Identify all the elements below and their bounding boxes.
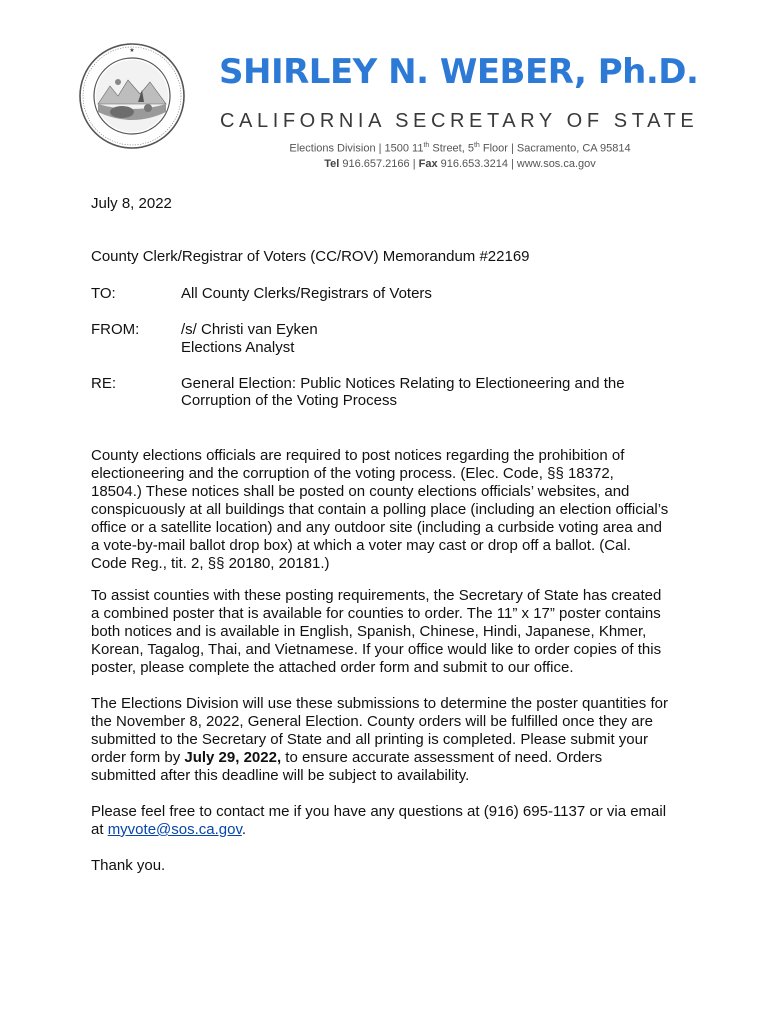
seal-lettering: ★ [129, 47, 135, 54]
paragraph-line: Please feel free to contact me if you have any questions at (916) 695-1137 or via email [91, 803, 667, 820]
paragraph-line: submitted to the Secretary of State and all printing is completed. Please submit your [91, 731, 648, 748]
re-label: RE: [91, 375, 117, 392]
paragraph-line: To assist counties with these posting requirements, the Secretary of State has created [91, 587, 662, 604]
deadline-pre: order form by [91, 749, 185, 766]
paragraph-4 [91, 803, 671, 839]
paragraph-line: a vote-by-mail ballot drop box) at which a voter may cast or drop off a ballot. (Cal. [91, 537, 631, 554]
letter-date: July 8, 2022 [91, 195, 172, 212]
paragraph-3 [91, 695, 671, 785]
office-phone-line [200, 158, 720, 170]
from-title: Elections Analyst [181, 339, 295, 356]
paragraph-line [91, 749, 671, 767]
from-name: /s/ Christi van Eyken [181, 321, 318, 338]
paragraph-line: both notices and is available in English, Spanish, Chinese, Hindi, Japanese, Khmer, [91, 623, 647, 640]
paragraph-line: conspicuously at all buildings that contain a polling place (including an election official’s [91, 501, 669, 518]
address-mid: Street, 5 [429, 142, 474, 155]
paragraph-line: Code Reg., tit. 2, §§ 20180, 20181.) [91, 555, 330, 572]
tel-number: 916.657.2166 | [339, 158, 419, 170]
from-label: FROM: [91, 321, 140, 338]
office-address [200, 142, 720, 155]
paragraph-line: County elections officials are required to post notices regarding the prohibition of [91, 447, 625, 464]
paragraph-line: office or a satellite location) and any outdoor site (including a curbside voting area and [91, 519, 662, 536]
email-link[interactable]: myvote@sos.ca.gov [107, 821, 242, 838]
paragraph-line: submitted after this deadline will be subject to availability. [91, 767, 470, 784]
paragraph-line [91, 821, 671, 839]
office-title: CALIFORNIA SECRETARY OF STATE [220, 110, 699, 132]
to-value: All County Clerks/Registrars of Voters [181, 285, 432, 302]
fax-and-website: 916.653.3214 | www.sos.ca.gov [437, 158, 596, 170]
re-subject-line-2: Corruption of the Voting Process [181, 392, 397, 409]
to-label: TO: [91, 285, 116, 302]
address-superscript-1: th [423, 142, 430, 149]
closing: Thank you. [91, 857, 166, 874]
paragraph-line: a combined poster that is available for counties to order. The 11” x 17” poster contains [91, 605, 661, 622]
address-suffix: Floor | Sacramento, CA 95814 [479, 142, 631, 155]
fax-label: Fax [418, 158, 438, 170]
memo-title: County Clerk/Registrar of Voters (CC/ROV) Memorandum #22169 [91, 248, 530, 265]
paragraph-line: electioneering and the corruption of the voting process. (Elec. Code, §§ 18372, [91, 465, 614, 482]
paragraph-line: the November 8, 2022, General Election. County orders will be fulfilled once they are [91, 713, 653, 730]
state-seal-icon [78, 42, 186, 150]
paragraph-line: The Elections Division will use these submissions to determine the poster quantities for [91, 695, 668, 712]
paragraph-line: poster, please complete the attached order form and submit to our office. [91, 659, 574, 676]
email-post: . [241, 821, 247, 838]
paragraph-1 [91, 447, 671, 573]
paragraph-line: Korean, Tagalog, Thai, and Vietnamese. If your office would like to order copies of this [91, 641, 662, 658]
re-subject-line-1: General Election: Public Notices Relating to Electioneering and the [181, 375, 625, 392]
paragraph-2 [91, 587, 671, 677]
paragraph-line: 18504.) These notices shall be posted on county elections officials’ websites, and [91, 483, 630, 500]
address-prefix: Elections Division | 1500 11 [289, 142, 424, 155]
tel-label: Tel [324, 158, 340, 170]
email-pre: at [91, 821, 108, 838]
officer-name: SHIRLEY N. WEBER, Ph.D. [219, 52, 699, 92]
address-superscript-2: th [473, 142, 480, 149]
deadline-post: to ensure accurate assessment of need. Orders [281, 749, 603, 766]
deadline-date: July 29, 2022, [184, 749, 282, 766]
